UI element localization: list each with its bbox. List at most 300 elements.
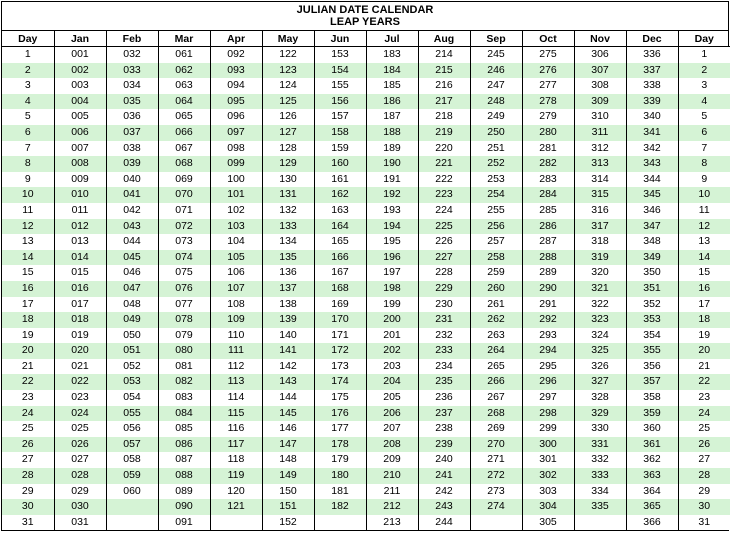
julian-day-cell: 235	[418, 374, 470, 390]
day-cell: 31	[2, 515, 54, 531]
julian-day-cell: 275	[522, 47, 574, 63]
julian-day-cell: 366	[626, 515, 678, 531]
julian-day-cell: 297	[522, 390, 574, 406]
julian-day-cell: 097	[210, 125, 262, 141]
julian-day-cell: 220	[418, 141, 470, 157]
julian-day-cell: 303	[522, 484, 574, 500]
julian-day-cell: 104	[210, 234, 262, 250]
julian-day-cell	[470, 515, 522, 531]
julian-day-cell: 331	[574, 437, 626, 453]
julian-day-cell: 213	[366, 515, 418, 531]
day-cell: 29	[2, 484, 54, 500]
table-row	[2, 141, 730, 157]
julian-day-cell: 225	[418, 219, 470, 235]
julian-day-cell: 327	[574, 374, 626, 390]
julian-day-cell: 175	[314, 390, 366, 406]
julian-day-cell: 325	[574, 343, 626, 359]
julian-day-cell: 022	[54, 374, 106, 390]
julian-day-cell: 169	[314, 297, 366, 313]
day-cell: 12	[2, 219, 54, 235]
table-row	[2, 172, 730, 188]
julian-day-cell: 308	[574, 78, 626, 94]
julian-day-cell: 038	[106, 141, 158, 157]
julian-day-cell: 362	[626, 452, 678, 468]
julian-day-cell: 271	[470, 452, 522, 468]
julian-day-cell: 074	[158, 250, 210, 266]
table-row	[2, 437, 730, 453]
table-row	[2, 109, 730, 125]
julian-day-cell: 077	[158, 297, 210, 313]
day-cell: 26	[678, 437, 730, 453]
julian-day-cell: 032	[106, 47, 158, 63]
julian-day-cell: 037	[106, 125, 158, 141]
julian-day-cell: 360	[626, 421, 678, 437]
julian-day-cell: 066	[158, 125, 210, 141]
julian-day-cell: 197	[366, 265, 418, 281]
julian-day-cell: 355	[626, 343, 678, 359]
julian-day-cell: 233	[418, 343, 470, 359]
day-cell: 27	[678, 452, 730, 468]
julian-day-cell: 147	[262, 437, 314, 453]
julian-day-cell: 291	[522, 297, 574, 313]
julian-day-cell: 185	[366, 78, 418, 94]
julian-day-cell: 266	[470, 374, 522, 390]
julian-day-cell: 293	[522, 328, 574, 344]
table-row	[2, 203, 730, 219]
julian-day-cell: 210	[366, 468, 418, 484]
julian-day-cell: 304	[522, 499, 574, 515]
day-cell: 15	[2, 265, 54, 281]
julian-day-cell: 115	[210, 406, 262, 422]
julian-day-cell: 131	[262, 187, 314, 203]
julian-day-cell: 359	[626, 406, 678, 422]
julian-day-cell: 155	[314, 78, 366, 94]
day-cell: 18	[2, 312, 54, 328]
julian-day-cell: 242	[418, 484, 470, 500]
table-row	[2, 78, 730, 94]
table-row	[2, 156, 730, 172]
julian-day-cell: 230	[418, 297, 470, 313]
julian-day-cell: 357	[626, 374, 678, 390]
julian-day-cell: 305	[522, 515, 574, 531]
day-cell: 22	[678, 374, 730, 390]
day-cell: 8	[678, 156, 730, 172]
julian-day-cell: 018	[54, 312, 106, 328]
header-cell: Day	[678, 31, 730, 47]
julian-day-cell: 268	[470, 406, 522, 422]
julian-day-cell: 334	[574, 484, 626, 500]
table-row	[2, 250, 730, 266]
julian-day-cell: 188	[366, 125, 418, 141]
title-line-1: JULIAN DATE CALENDAR	[296, 4, 434, 16]
julian-day-cell: 156	[314, 94, 366, 110]
julian-day-cell: 358	[626, 390, 678, 406]
day-cell: 2	[678, 63, 730, 79]
julian-day-cell: 007	[54, 141, 106, 157]
julian-day-cell: 252	[470, 156, 522, 172]
day-cell: 12	[678, 219, 730, 235]
header-cell: May	[262, 31, 314, 47]
header-cell: Mar	[158, 31, 210, 47]
julian-day-cell: 278	[522, 94, 574, 110]
day-cell: 25	[2, 421, 54, 437]
julian-day-cell: 191	[366, 172, 418, 188]
julian-day-cell: 253	[470, 172, 522, 188]
table-row	[2, 406, 730, 422]
julian-day-cell: 142	[262, 359, 314, 375]
header-cell: Dec	[626, 31, 678, 47]
julian-day-cell: 290	[522, 281, 574, 297]
julian-day-cell: 285	[522, 203, 574, 219]
julian-day-cell: 337	[626, 63, 678, 79]
julian-day-cell: 058	[106, 452, 158, 468]
julian-day-cell: 361	[626, 437, 678, 453]
table-row	[2, 515, 730, 531]
julian-day-cell: 212	[366, 499, 418, 515]
julian-day-cell: 322	[574, 297, 626, 313]
header-cell: Day	[2, 31, 54, 47]
day-cell: 21	[678, 359, 730, 375]
julian-day-cell: 158	[314, 125, 366, 141]
julian-day-cell: 192	[366, 187, 418, 203]
julian-day-cell: 114	[210, 390, 262, 406]
julian-day-cell: 228	[418, 265, 470, 281]
julian-day-cell: 139	[262, 312, 314, 328]
julian-day-cell: 083	[158, 390, 210, 406]
julian-day-cell: 248	[470, 94, 522, 110]
julian-day-cell: 218	[418, 109, 470, 125]
julian-day-cell: 177	[314, 421, 366, 437]
julian-day-cell: 030	[54, 499, 106, 515]
julian-day-cell: 094	[210, 78, 262, 94]
julian-day-cell: 101	[210, 187, 262, 203]
julian-day-cell: 249	[470, 109, 522, 125]
table-row	[2, 187, 730, 203]
julian-day-cell: 344	[626, 172, 678, 188]
julian-day-cell: 265	[470, 359, 522, 375]
julian-day-cell: 317	[574, 219, 626, 235]
julian-day-cell: 137	[262, 281, 314, 297]
julian-day-cell: 336	[626, 47, 678, 63]
julian-day-cell: 057	[106, 437, 158, 453]
julian-day-cell: 353	[626, 312, 678, 328]
julian-day-cell: 088	[158, 468, 210, 484]
julian-day-cell: 149	[262, 468, 314, 484]
julian-day-cell: 283	[522, 172, 574, 188]
day-cell: 18	[678, 312, 730, 328]
day-cell: 17	[678, 297, 730, 313]
day-cell: 14	[2, 250, 54, 266]
julian-day-cell: 302	[522, 468, 574, 484]
julian-day-cell: 198	[366, 281, 418, 297]
julian-day-cell: 016	[54, 281, 106, 297]
julian-day-cell: 166	[314, 250, 366, 266]
julian-day-cell: 132	[262, 203, 314, 219]
julian-day-cell: 089	[158, 484, 210, 500]
day-cell: 1	[2, 47, 54, 63]
table-row	[2, 359, 730, 375]
julian-day-cell: 284	[522, 187, 574, 203]
julian-day-cell: 254	[470, 187, 522, 203]
julian-day-cell: 159	[314, 141, 366, 157]
julian-day-cell: 167	[314, 265, 366, 281]
julian-day-cell: 079	[158, 328, 210, 344]
julian-day-cell: 237	[418, 406, 470, 422]
julian-day-cell: 259	[470, 265, 522, 281]
julian-day-cell: 091	[158, 515, 210, 531]
julian-day-cell: 298	[522, 406, 574, 422]
julian-day-cell: 211	[366, 484, 418, 500]
day-cell: 30	[2, 499, 54, 515]
julian-day-cell: 100	[210, 172, 262, 188]
julian-day-cell: 190	[366, 156, 418, 172]
julian-day-cell: 222	[418, 172, 470, 188]
day-cell: 6	[2, 125, 54, 141]
julian-day-cell: 288	[522, 250, 574, 266]
julian-day-cell: 184	[366, 63, 418, 79]
julian-day-cell: 153	[314, 47, 366, 63]
julian-day-cell: 335	[574, 499, 626, 515]
julian-day-cell: 238	[418, 421, 470, 437]
julian-day-cell: 301	[522, 452, 574, 468]
julian-day-cell: 003	[54, 78, 106, 94]
julian-day-cell: 092	[210, 47, 262, 63]
julian-day-cell: 008	[54, 156, 106, 172]
julian-day-cell: 031	[54, 515, 106, 531]
julian-day-cell: 270	[470, 437, 522, 453]
table-row	[2, 47, 730, 63]
julian-day-cell: 171	[314, 328, 366, 344]
day-cell: 7	[2, 141, 54, 157]
julian-day-cell: 103	[210, 219, 262, 235]
day-cell: 2	[2, 63, 54, 79]
julian-day-cell: 350	[626, 265, 678, 281]
julian-day-cell: 196	[366, 250, 418, 266]
julian-day-cell: 217	[418, 94, 470, 110]
table-row	[2, 94, 730, 110]
table-row	[2, 484, 730, 500]
julian-day-cell: 027	[54, 452, 106, 468]
julian-day-cell: 174	[314, 374, 366, 390]
day-cell: 5	[2, 109, 54, 125]
julian-day-cell: 124	[262, 78, 314, 94]
day-cell: 11	[2, 203, 54, 219]
julian-day-cell: 096	[210, 109, 262, 125]
julian-day-cell: 318	[574, 234, 626, 250]
julian-day-cell: 116	[210, 421, 262, 437]
julian-day-cell: 068	[158, 156, 210, 172]
header-cell: Oct	[522, 31, 574, 47]
julian-day-cell: 111	[210, 343, 262, 359]
julian-day-cell	[210, 515, 262, 531]
julian-day-cell: 144	[262, 390, 314, 406]
julian-day-cell: 232	[418, 328, 470, 344]
julian-day-cell: 311	[574, 125, 626, 141]
julian-day-cell: 364	[626, 484, 678, 500]
julian-day-cell: 277	[522, 78, 574, 94]
table-row	[2, 312, 730, 328]
julian-day-cell: 186	[366, 94, 418, 110]
julian-day-cell	[106, 515, 158, 531]
julian-day-cell: 321	[574, 281, 626, 297]
julian-day-cell: 332	[574, 452, 626, 468]
julian-day-cell: 295	[522, 359, 574, 375]
julian-day-cell: 307	[574, 63, 626, 79]
day-cell: 28	[678, 468, 730, 484]
julian-day-cell: 347	[626, 219, 678, 235]
day-cell: 19	[678, 328, 730, 344]
julian-day-cell: 183	[366, 47, 418, 63]
julian-day-cell: 281	[522, 141, 574, 157]
julian-day-cell: 140	[262, 328, 314, 344]
julian-day-cell: 082	[158, 374, 210, 390]
julian-day-cell: 084	[158, 406, 210, 422]
julian-day-cell: 289	[522, 265, 574, 281]
julian-day-cell: 261	[470, 297, 522, 313]
julian-day-cell: 244	[418, 515, 470, 531]
julian-day-cell: 245	[470, 47, 522, 63]
julian-day-cell: 195	[366, 234, 418, 250]
day-cell: 5	[678, 109, 730, 125]
julian-day-cell: 180	[314, 468, 366, 484]
julian-day-cell: 313	[574, 156, 626, 172]
julian-day-cell	[106, 499, 158, 515]
julian-day-cell: 127	[262, 125, 314, 141]
julian-day-cell: 141	[262, 343, 314, 359]
julian-day-cell: 250	[470, 125, 522, 141]
julian-day-cell: 274	[470, 499, 522, 515]
julian-day-cell: 036	[106, 109, 158, 125]
julian-day-cell: 201	[366, 328, 418, 344]
julian-day-cell: 154	[314, 63, 366, 79]
julian-day-cell: 123	[262, 63, 314, 79]
julian-day-cell: 048	[106, 297, 158, 313]
day-cell: 16	[2, 281, 54, 297]
julian-day-cell: 269	[470, 421, 522, 437]
julian-day-cell: 064	[158, 94, 210, 110]
julian-day-cell: 273	[470, 484, 522, 500]
day-cell: 24	[678, 406, 730, 422]
day-cell: 6	[678, 125, 730, 141]
day-cell: 10	[678, 187, 730, 203]
julian-day-cell: 240	[418, 452, 470, 468]
julian-day-cell: 309	[574, 94, 626, 110]
julian-day-cell: 257	[470, 234, 522, 250]
julian-day-cell: 020	[54, 343, 106, 359]
julian-day-cell: 312	[574, 141, 626, 157]
julian-day-cell: 090	[158, 499, 210, 515]
julian-day-cell: 059	[106, 468, 158, 484]
table-row	[2, 499, 730, 515]
julian-day-cell: 189	[366, 141, 418, 157]
julian-day-cell: 122	[262, 47, 314, 63]
julian-day-cell: 157	[314, 109, 366, 125]
julian-day-cell: 133	[262, 219, 314, 235]
header-cell: Aug	[418, 31, 470, 47]
julian-day-cell: 002	[54, 63, 106, 79]
day-cell: 3	[678, 78, 730, 94]
julian-day-cell	[574, 515, 626, 531]
julian-day-cell: 247	[470, 78, 522, 94]
julian-day-cell: 224	[418, 203, 470, 219]
header-cell: Jun	[314, 31, 366, 47]
table-row	[2, 219, 730, 235]
julian-day-cell: 070	[158, 187, 210, 203]
julian-day-cell: 296	[522, 374, 574, 390]
julian-day-cell: 013	[54, 234, 106, 250]
julian-day-cell: 215	[418, 63, 470, 79]
julian-day-cell: 069	[158, 172, 210, 188]
julian-day-cell: 282	[522, 156, 574, 172]
julian-day-cell: 199	[366, 297, 418, 313]
day-cell: 22	[2, 374, 54, 390]
header-cell: Sep	[470, 31, 522, 47]
julian-day-cell: 176	[314, 406, 366, 422]
julian-day-cell: 107	[210, 281, 262, 297]
julian-day-cell: 105	[210, 250, 262, 266]
julian-day-cell: 102	[210, 203, 262, 219]
julian-day-cell	[314, 515, 366, 531]
calendar-table	[2, 31, 730, 530]
julian-day-cell: 243	[418, 499, 470, 515]
julian-day-cell: 145	[262, 406, 314, 422]
julian-day-cell: 005	[54, 109, 106, 125]
julian-day-cell: 160	[314, 156, 366, 172]
julian-day-cell: 203	[366, 359, 418, 375]
julian-day-cell: 151	[262, 499, 314, 515]
julian-day-cell: 172	[314, 343, 366, 359]
table-row	[2, 328, 730, 344]
julian-day-cell: 130	[262, 172, 314, 188]
julian-day-cell: 214	[418, 47, 470, 63]
day-cell: 31	[678, 515, 730, 531]
julian-day-cell: 080	[158, 343, 210, 359]
julian-day-cell: 333	[574, 468, 626, 484]
julian-day-cell: 219	[418, 125, 470, 141]
julian-day-cell: 170	[314, 312, 366, 328]
julian-day-cell: 134	[262, 234, 314, 250]
header-cell: Feb	[106, 31, 158, 47]
julian-day-cell: 202	[366, 343, 418, 359]
julian-day-cell: 310	[574, 109, 626, 125]
julian-day-cell: 365	[626, 499, 678, 515]
julian-day-cell: 086	[158, 437, 210, 453]
day-cell: 3	[2, 78, 54, 94]
day-cell: 7	[678, 141, 730, 157]
julian-day-cell: 125	[262, 94, 314, 110]
julian-day-cell: 087	[158, 452, 210, 468]
julian-day-cell: 093	[210, 63, 262, 79]
day-cell: 8	[2, 156, 54, 172]
julian-day-cell: 326	[574, 359, 626, 375]
julian-day-cell: 324	[574, 328, 626, 344]
julian-day-cell: 179	[314, 452, 366, 468]
header-row	[2, 31, 730, 47]
julian-day-cell: 012	[54, 219, 106, 235]
julian-day-cell: 323	[574, 312, 626, 328]
julian-day-cell: 299	[522, 421, 574, 437]
julian-day-cell: 073	[158, 234, 210, 250]
julian-day-cell: 042	[106, 203, 158, 219]
julian-day-cell: 129	[262, 156, 314, 172]
julian-day-cell: 136	[262, 265, 314, 281]
julian-day-cell: 204	[366, 374, 418, 390]
julian-day-cell: 349	[626, 250, 678, 266]
day-cell: 9	[2, 172, 54, 188]
day-cell: 11	[678, 203, 730, 219]
julian-day-cell: 315	[574, 187, 626, 203]
day-cell: 1	[678, 47, 730, 63]
